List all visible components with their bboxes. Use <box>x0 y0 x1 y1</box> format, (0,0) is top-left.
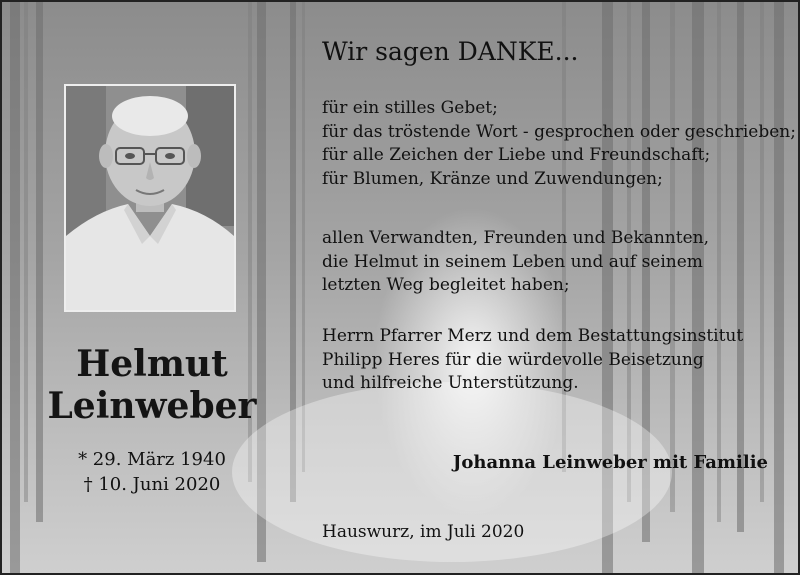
paragraph-line: für alle Zeichen der Liebe und Freundschaft; <box>322 145 711 165</box>
paragraph-line: allen Verwandten, Freunden und Bekannten, <box>322 228 709 248</box>
deceased-first-name: Helmut <box>76 343 228 385</box>
paragraph-line: Herrn Pfarrer Merz und dem Bestattungsinstitut <box>322 326 744 346</box>
place-date: Hauswurz, im Juli 2020 <box>322 522 525 542</box>
paragraph-line: und hilfreiche Unterstützung. <box>322 373 579 393</box>
thanks-paragraph-2 <box>322 227 782 298</box>
paragraph-line: die Helmut in seinem Leben und auf seinem <box>322 251 703 272</box>
thanks-paragraph-1 <box>322 97 796 191</box>
deceased-last-name: Leinweber <box>47 385 257 427</box>
death-date: † 10. Juni 2020 <box>83 474 221 495</box>
paragraph-line: Philipp Heres für die würdevolle Beisetzung <box>322 349 704 370</box>
paragraph-line: für Blumen, Kränze und Zuwendungen; <box>322 168 663 189</box>
paragraph-line: letzten Weg begleitet haben; <box>322 275 570 295</box>
thanks-paragraph-3 <box>322 325 782 396</box>
birth-date: * 29. März 1940 <box>78 449 226 470</box>
thanks-heading: Wir sagen DANKE... <box>322 37 579 66</box>
paragraph-line: für das tröstende Wort - gesprochen oder geschrieben; <box>322 121 796 142</box>
paragraph-line: für ein stilles Gebet; <box>322 98 498 118</box>
family-signature: Johanna Leinweber mit Familie <box>452 452 768 473</box>
portrait-icon <box>66 86 234 310</box>
portrait-photo <box>64 84 236 312</box>
